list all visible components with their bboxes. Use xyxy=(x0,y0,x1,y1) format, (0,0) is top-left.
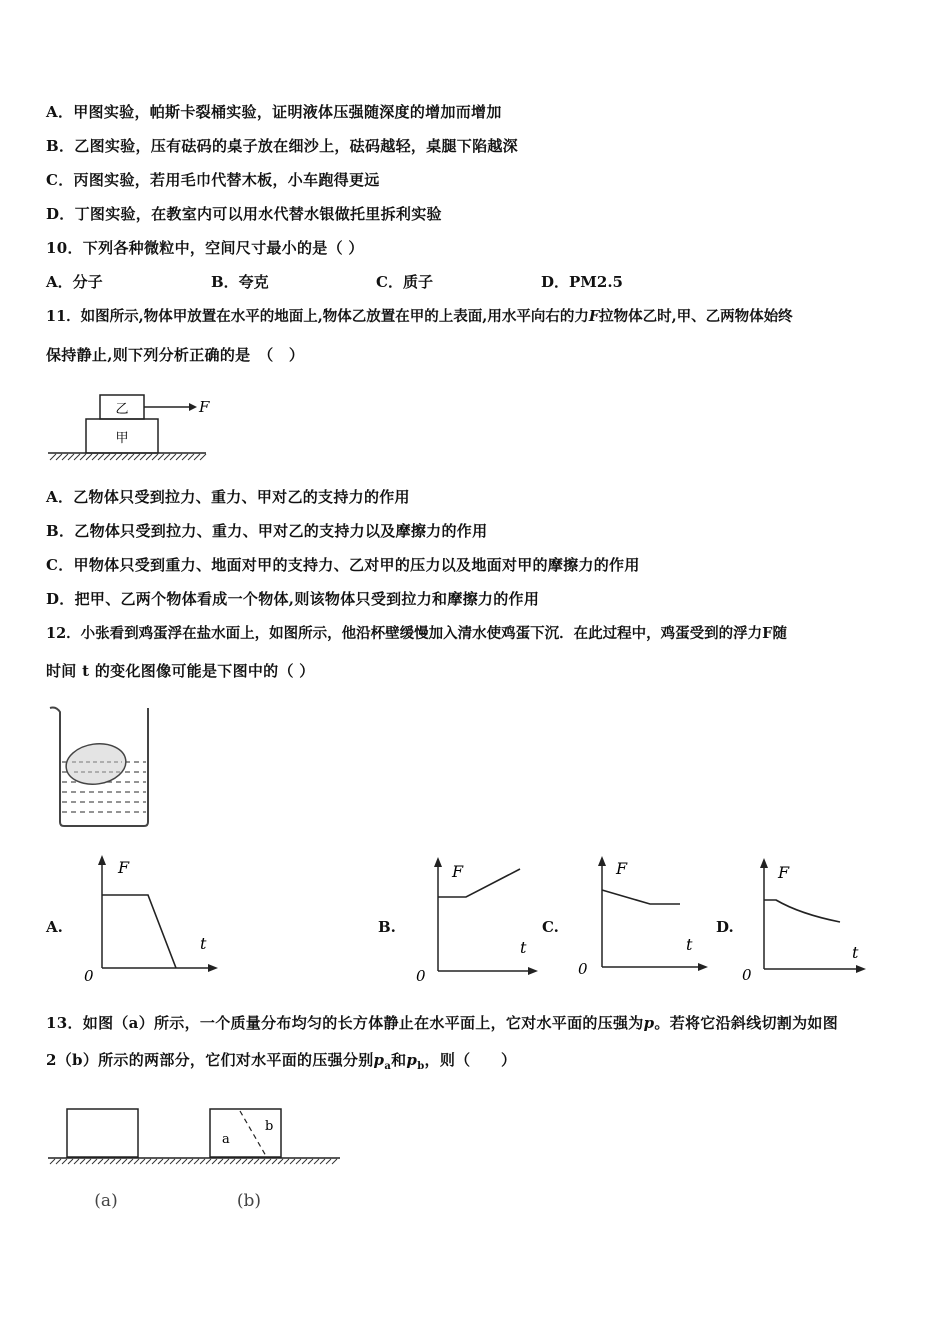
graph-b-curve xyxy=(438,869,520,897)
graph-a-curve xyxy=(102,895,176,968)
ground-hatching xyxy=(50,454,206,460)
graph-d-label: D. xyxy=(716,918,734,936)
q11-option-d: D．把甲、乙两个物体看成一个物体,则该物体只受到拉力和摩擦力的作用 xyxy=(46,590,540,608)
q13-pressure-symbol: p xyxy=(643,1014,655,1032)
graph-d-y-arrow xyxy=(760,858,768,868)
graph-a-label: A. xyxy=(46,918,63,936)
graph-b-y-label: F xyxy=(452,862,464,881)
q11-option-c: C．甲物体只受到重力、地面对甲的支持力、乙对甲的压力以及地面对甲的摩擦力的作用 xyxy=(46,556,640,574)
part-a-label: a xyxy=(222,1132,230,1147)
graph-b-x-label: t xyxy=(520,938,527,957)
graph-b xyxy=(410,853,545,983)
q9-option-c: C．丙图实验，若用毛巾代替木板，小车跑得更远 xyxy=(46,171,380,189)
graph-d-curve xyxy=(764,900,840,922)
q13-figure-blocks xyxy=(44,1100,344,1218)
surface-hatching xyxy=(50,1159,337,1164)
q13-pa-subscript: a xyxy=(384,1061,392,1072)
graph-c-curve xyxy=(602,890,680,904)
graph-d-origin: 0 xyxy=(742,966,752,984)
block-jia-label: 甲 xyxy=(115,431,129,446)
block-yi-label: 乙 xyxy=(115,402,129,417)
q11-stem-text-a: 11．如图所示,物体甲放置在水平的地面上,物体乙放置在甲的上表面,用水平向右的力 xyxy=(46,308,589,325)
q13-pa-symbol: p xyxy=(373,1051,385,1069)
q13-stem-text-a: 13．如图（a）所示，一个质量分布均匀的长方体静止在水平面上，它对水平面的压强为 xyxy=(46,1014,644,1032)
q9-option-d: D．丁图实验，在教室内可以用水代替水银做托里拆利实验 xyxy=(46,205,442,223)
q11-stem-force-symbol: F xyxy=(588,308,600,325)
block-a xyxy=(67,1109,138,1157)
graph-c-x-label: t xyxy=(686,935,693,954)
q10-option-a: A．分子 xyxy=(46,273,103,291)
q11-stem-text-b: 拉物体乙时,甲、乙两物体始终 xyxy=(599,308,793,325)
q13-stem-and: 和 xyxy=(391,1051,407,1069)
q11-stem-line1 xyxy=(46,307,793,327)
q9-option-b: B．乙图实验，压有砝码的桌子放在细沙上，砝码越轻，桌腿下陷越深 xyxy=(46,137,518,155)
q10-option-d: D．PM2.5 xyxy=(541,273,623,291)
q13-stem-text-d: ，则（ ） xyxy=(424,1051,517,1069)
graph-a-origin: 0 xyxy=(84,967,94,983)
cut-line xyxy=(240,1111,266,1156)
graph-b-label: B. xyxy=(378,918,396,936)
q13-pb-symbol: p xyxy=(406,1051,418,1069)
graph-c-label: C. xyxy=(542,918,559,936)
q11-figure-blocks xyxy=(44,390,219,470)
graph-c-y-label: F xyxy=(616,859,628,878)
q13-stem-line2 xyxy=(46,1050,516,1077)
graph-a xyxy=(78,853,223,983)
q13-stem-text-c: 2（b）所示的两部分，它们对水平面的压强分别 xyxy=(46,1051,374,1069)
q12-beaker-figure xyxy=(44,700,159,832)
q13-stem-line1 xyxy=(46,1013,838,1033)
graph-b-x-arrow xyxy=(528,967,538,975)
force-label: F xyxy=(199,398,210,416)
graph-d-x-arrow xyxy=(856,965,866,973)
q12-stem-line1: 12．小张看到鸡蛋浮在盐水面上，如图所示，他沿杯壁缓慢加入清水使鸡蛋下沉．在此过程中，鸡蛋受到的浮力F随 xyxy=(46,625,787,642)
q9-option-a: A．甲图实验，帕斯卡裂桶实验，证明液体压强随深度的增加而增加 xyxy=(46,103,502,121)
graph-c-origin: 0 xyxy=(578,960,588,978)
q13-pb-subscript: b xyxy=(417,1061,425,1072)
graph-a-x-label: t xyxy=(200,934,207,953)
egg xyxy=(64,740,129,788)
q10-stem: 10．下列各种微粒中，空间尺寸最小的是（ ） xyxy=(46,239,364,257)
q11-option-b: B．乙物体只受到拉力、重力、甲对乙的支持力以及摩擦力的作用 xyxy=(46,522,488,540)
figure-b-caption: (b) xyxy=(236,1191,262,1211)
graph-c xyxy=(574,852,714,982)
graph-d-x-label: t xyxy=(852,943,859,962)
q10-option-c: C．质子 xyxy=(376,273,433,291)
graph-b-y-arrow xyxy=(434,857,442,867)
graph-b-origin: 0 xyxy=(416,967,426,983)
q11-stem-line2: 保持静止,则下列分析正确的是 （ ） xyxy=(46,346,305,364)
force-arrow-head xyxy=(189,403,197,411)
graph-d-y-label: F xyxy=(778,863,790,882)
part-b-label: b xyxy=(265,1119,274,1134)
graph-d xyxy=(740,854,875,984)
graph-a-y-label: F xyxy=(118,858,130,877)
q13-stem-text-b: 。若将它沿斜线切割为如图 xyxy=(654,1014,839,1032)
q11-option-a: A．乙物体只受到拉力、重力、甲对乙的支持力的作用 xyxy=(46,488,410,506)
graph-a-x-arrow xyxy=(208,964,218,972)
graph-c-x-arrow xyxy=(698,963,708,971)
graph-c-y-arrow xyxy=(598,856,606,866)
q10-option-b: B．夸克 xyxy=(211,273,269,291)
q12-stem-line2: 时间 t 的变化图像可能是下图中的（ ） xyxy=(46,662,315,680)
figure-a-caption: (a) xyxy=(94,1191,118,1211)
graph-a-y-arrow xyxy=(98,855,106,865)
